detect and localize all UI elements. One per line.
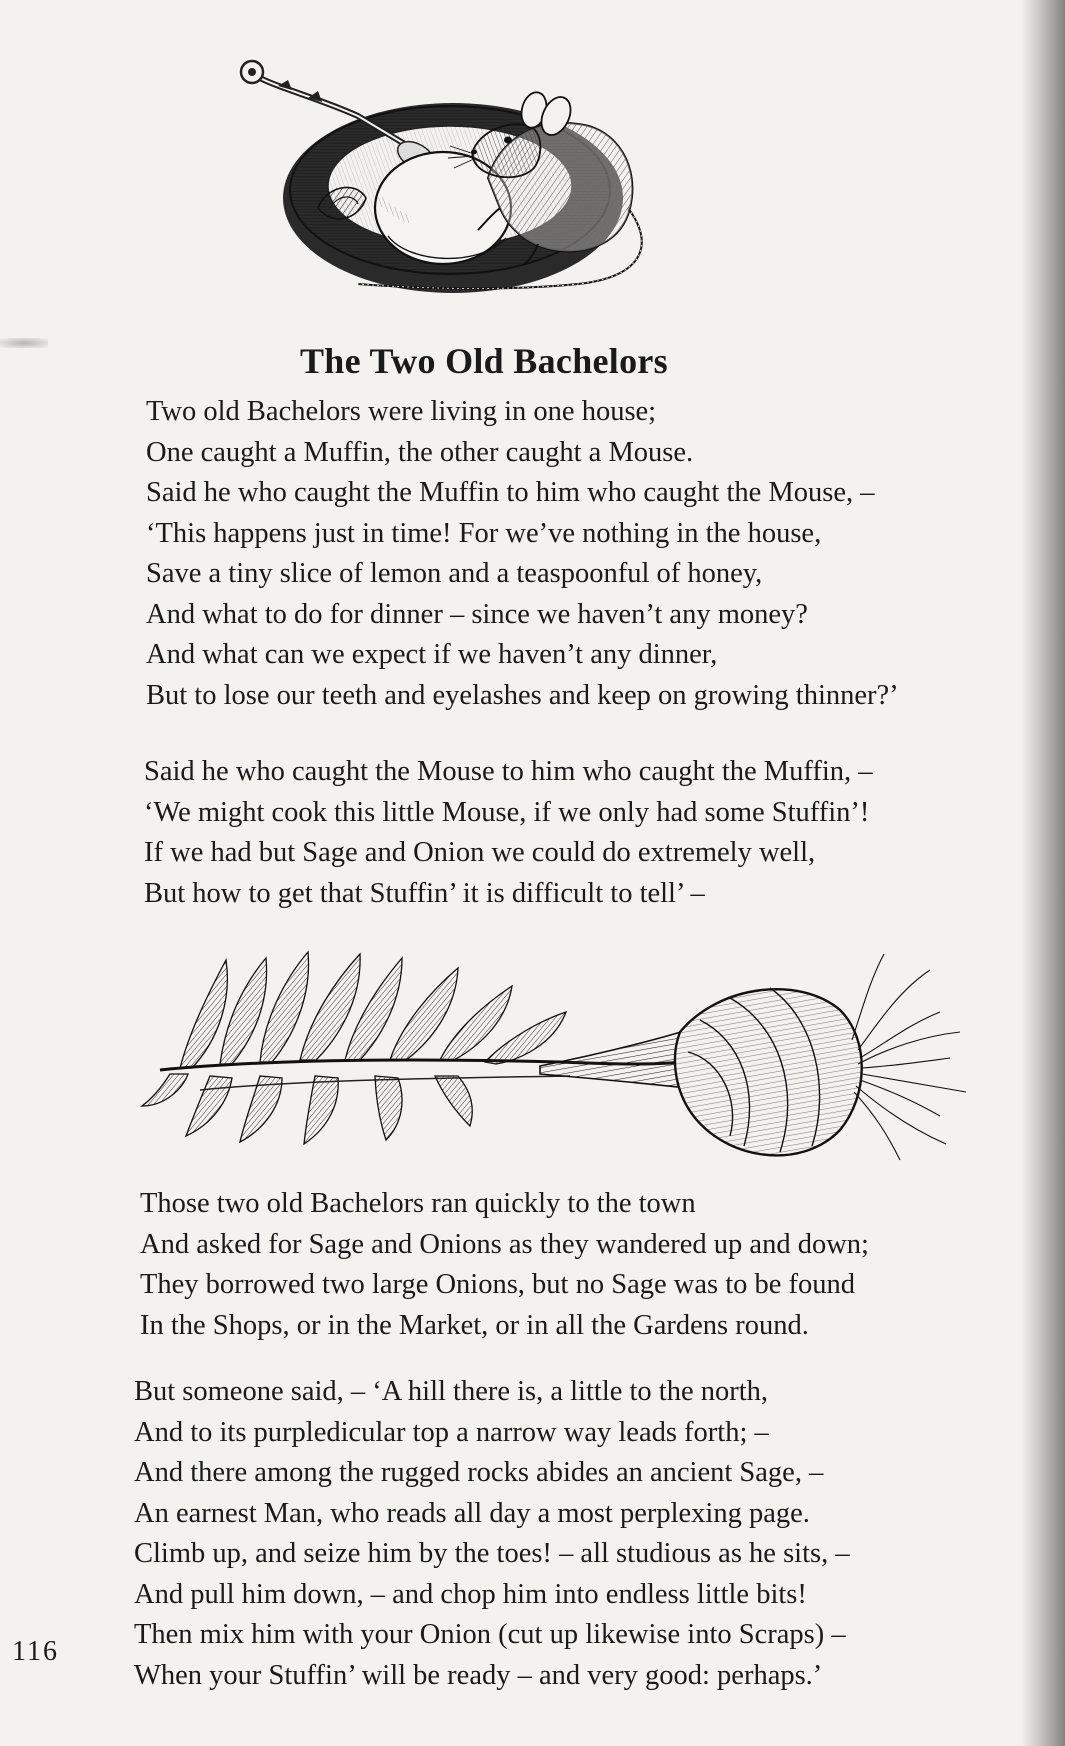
stanza-4 xyxy=(134,1372,850,1696)
poem-line: Then mix him with your Onion (cut up likewise into Scraps) – xyxy=(134,1619,846,1650)
poem-line: And there among the rugged rocks abides an ancient Sage, – xyxy=(134,1457,824,1488)
stanza-3 xyxy=(140,1184,869,1346)
poem-line: And what can we expect if we haven’t any dinner, xyxy=(146,639,718,670)
poem-line: Those two old Bachelors ran quickly to the town xyxy=(140,1188,696,1219)
poem-line: Two old Bachelors were living in one house; xyxy=(146,396,657,427)
page-edge-shadow xyxy=(1021,0,1065,1746)
poem-line: In the Shops, or in the Market, or in all the Gardens round. xyxy=(140,1309,809,1341)
poem-line: And asked for Sage and Onions as they wandered up and down; xyxy=(140,1228,869,1260)
sage-and-onion-illustration xyxy=(140,940,990,1180)
poem-line: Climb up, and seize him by the toes! – all studious as he sits, – xyxy=(134,1538,850,1569)
poem-line: But someone said, – ‘A hill there is, a little to the north, xyxy=(134,1376,769,1407)
stanza-1 xyxy=(146,392,899,716)
poem-line: And to its purpledicular top a narrow way leads forth; – xyxy=(134,1416,769,1448)
poem-title: The Two Old Bachelors xyxy=(299,341,668,382)
poem-line: ‘This happens just in time! For we’ve nothing in the house, xyxy=(146,517,822,549)
poem-line: Said he who caught the Mouse to him who caught the Muffin, – xyxy=(144,756,873,787)
poem-line: When your Stuffin’ will be ready – and very good: perhaps.’ xyxy=(134,1659,823,1691)
poem-line: And what to do for dinner – since we haven’t any money? xyxy=(146,598,808,630)
poem-line: If we had but Sage and Onion we could do extremely well, xyxy=(144,837,816,868)
page-number: 116 xyxy=(12,1636,59,1667)
mouse-and-muffin-illustration xyxy=(238,58,718,310)
stanza-2 xyxy=(144,752,873,914)
poem-line: An earnest Man, who reads all day a most perplexing page. xyxy=(134,1497,810,1529)
poem-line: They borrowed two large Onions, but no Sage was to be found xyxy=(140,1269,856,1300)
poem-line: ‘We might cook this little Mouse, if we only had some Stuffin’! xyxy=(144,796,870,828)
poem-line: But to lose our teeth and eyelashes and keep on growing thinner?’ xyxy=(146,679,899,711)
poem-line: But how to get that Stuffin’ it is difficult to tell’ – xyxy=(144,877,705,909)
poem-line: And pull him down, – and chop him into endless little bits! xyxy=(134,1578,807,1610)
poem-line: Save a tiny slice of lemon and a teaspoonful of honey, xyxy=(146,558,763,589)
poem-line: Said he who caught the Muffin to him who caught the Mouse, – xyxy=(146,477,875,508)
poem-line: One caught a Muffin, the other caught a Mouse. xyxy=(146,436,694,468)
